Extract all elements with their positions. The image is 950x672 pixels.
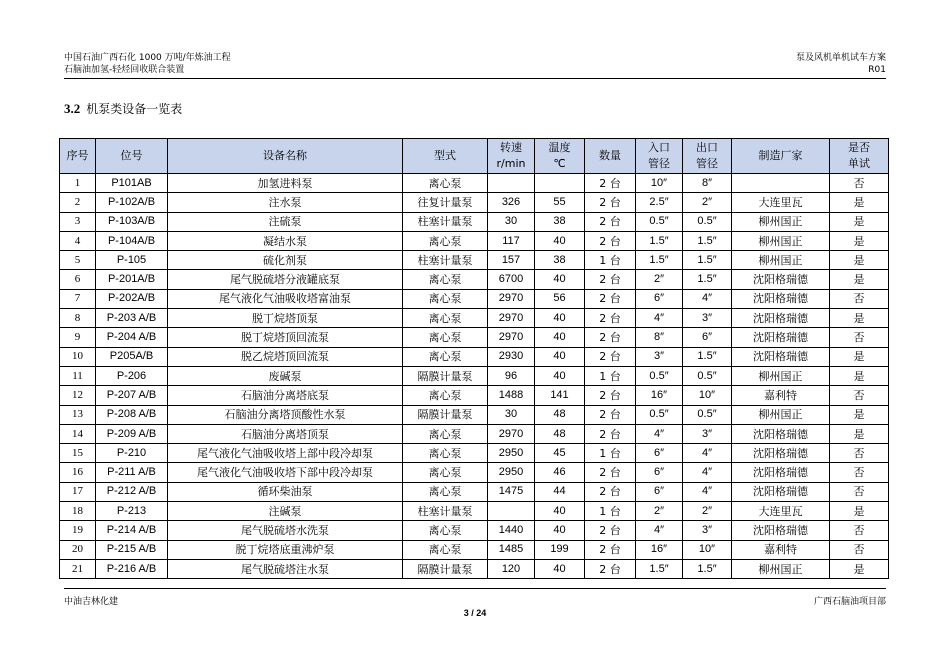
cell-inlet-size: 6″ [636,289,683,308]
cell-manufacturer: 大连里瓦 [732,502,830,521]
cell-tag-no: P-208 A/B [96,405,168,424]
cell-inlet-size: 6″ [636,482,683,501]
header-manufacturer: 制造厂家 [732,139,830,174]
cell-temperature: 141 [535,386,585,405]
cell-inlet-size: 8″ [636,328,683,347]
cell-manufacturer: 沈阳格瑞德 [732,347,830,366]
cell-quantity: 2 台 [585,386,636,405]
header-serial-no: 序号 [60,139,96,174]
cell-temperature: 48 [535,424,585,443]
table-row [60,289,889,308]
table-row [60,444,889,463]
header-inlet-size: 入口 管径 [636,139,683,174]
cell-quantity: 2 台 [585,231,636,250]
cell-quantity: 2 台 [585,289,636,308]
cell-speed [488,502,535,521]
cell-pump-type: 离心泵 [403,463,488,482]
cell-test-flag: 是 [830,251,889,270]
cell-equipment-name: 尾气液化气油吸收塔富油泵 [168,289,403,308]
cell-speed: 1440 [488,521,535,540]
cell-tag-no: P-201A/B [96,270,168,289]
cell-inlet-size: 16″ [636,386,683,405]
cell-outlet-size: 4″ [683,482,732,501]
cell-temperature: 199 [535,540,585,559]
cell-tag-no: P-212 A/B [96,482,168,501]
header-pump-type: 型式 [403,139,488,174]
table-row [60,174,889,193]
cell-manufacturer: 沈阳格瑞德 [732,328,830,347]
cell-test-flag: 是 [830,502,889,521]
cell-quantity: 2 台 [585,212,636,231]
cell-quantity: 2 台 [585,193,636,212]
cell-equipment-name: 加氢进料泵 [168,174,403,193]
cell-speed: 96 [488,366,535,385]
cell-outlet-size: 3″ [683,309,732,328]
footer-divider [64,588,886,589]
cell-speed: 326 [488,193,535,212]
header-test-flag: 是否 单试 [830,139,889,174]
section-number: 3.2 [64,101,81,116]
cell-pump-type: 离心泵 [403,289,488,308]
cell-serial-no: 17 [60,482,96,501]
header-left [64,52,231,76]
cell-test-flag: 否 [830,386,889,405]
cell-serial-no: 20 [60,540,96,559]
cell-inlet-size: 1.5″ [636,251,683,270]
cell-pump-type: 往复计量泵 [403,193,488,212]
cell-outlet-size: 3″ [683,424,732,443]
cell-inlet-size: 4″ [636,309,683,328]
cell-outlet-size: 1.5″ [683,347,732,366]
cell-tag-no: P-102A/B [96,193,168,212]
cell-speed: 2950 [488,463,535,482]
cell-manufacturer: 大连里瓦 [732,193,830,212]
cell-temperature: 38 [535,212,585,231]
cell-inlet-size: 4″ [636,424,683,443]
cell-equipment-name: 尾气液化气油吸收塔下部中段冷却泵 [168,463,403,482]
footer-right: 广西石脑油项目部 [813,597,886,607]
cell-outlet-size: 0.5″ [683,405,732,424]
cell-serial-no: 7 [60,289,96,308]
cell-serial-no: 5 [60,251,96,270]
unit-name: 石脑油加氢-轻烃回收联合装置 [64,65,185,75]
cell-temperature: 56 [535,289,585,308]
cell-quantity: 2 台 [585,328,636,347]
cell-serial-no: 16 [60,463,96,482]
cell-temperature: 44 [535,482,585,501]
cell-temperature: 40 [535,347,585,366]
cell-quantity: 2 台 [585,521,636,540]
table-row [60,424,889,443]
cell-speed: 30 [488,405,535,424]
cell-manufacturer: 柳州国正 [732,231,830,250]
table-row [60,270,889,289]
cell-serial-no: 13 [60,405,96,424]
cell-test-flag: 是 [830,424,889,443]
cell-speed: 1475 [488,482,535,501]
cell-quantity: 1 台 [585,502,636,521]
cell-equipment-name: 脱乙烷塔顶回流泵 [168,347,403,366]
cell-manufacturer: 沈阳格瑞德 [732,424,830,443]
cell-equipment-name: 废碱泵 [168,366,403,385]
cell-temperature: 40 [535,559,585,578]
cell-equipment-name: 尾气脱硫塔注水泵 [168,559,403,578]
cell-equipment-name: 尾气液化气油吸收塔上部中段冷却泵 [168,444,403,463]
cell-speed: 157 [488,251,535,270]
cell-temperature: 40 [535,366,585,385]
cell-outlet-size: 2″ [683,502,732,521]
cell-quantity: 2 台 [585,347,636,366]
cell-equipment-name: 注硫泵 [168,212,403,231]
cell-pump-type: 离心泵 [403,386,488,405]
cell-equipment-name: 脱丁烷塔底重沸炉泵 [168,540,403,559]
header-tag-no: 位号 [96,139,168,174]
cell-test-flag: 是 [830,212,889,231]
cell-inlet-size: 4″ [636,521,683,540]
cell-quantity: 1 台 [585,444,636,463]
header-quantity: 数量 [585,139,636,174]
cell-pump-type: 离心泵 [403,328,488,347]
cell-pump-type: 柱塞计量泵 [403,502,488,521]
table-row [60,463,889,482]
cell-pump-type: 离心泵 [403,309,488,328]
cell-outlet-size: 1.5″ [683,559,732,578]
cell-manufacturer: 柳州国正 [732,251,830,270]
cell-pump-type: 离心泵 [403,231,488,250]
cell-inlet-size: 3″ [636,347,683,366]
cell-pump-type: 离心泵 [403,174,488,193]
cell-manufacturer: 沈阳格瑞德 [732,444,830,463]
cell-outlet-size: 4″ [683,289,732,308]
cell-tag-no: P205A/B [96,347,168,366]
table-row [60,347,889,366]
cell-temperature: 40 [535,502,585,521]
table-row [60,231,889,250]
cell-manufacturer: 沈阳格瑞德 [732,521,830,540]
cell-tag-no: P-209 A/B [96,424,168,443]
header-temperature: 温度 ℃ [535,139,585,174]
cell-tag-no: P-207 A/B [96,386,168,405]
cell-serial-no: 19 [60,521,96,540]
cell-equipment-name: 循环柴油泵 [168,482,403,501]
cell-temperature: 45 [535,444,585,463]
cell-outlet-size: 6″ [683,328,732,347]
cell-tag-no: P-104A/B [96,231,168,250]
cell-tag-no: P-105 [96,251,168,270]
cell-pump-type: 柱塞计量泵 [403,251,488,270]
cell-test-flag: 是 [830,559,889,578]
cell-outlet-size: 2″ [683,193,732,212]
cell-pump-type: 离心泵 [403,444,488,463]
cell-pump-type: 隔膜计量泵 [403,366,488,385]
cell-speed [488,174,535,193]
cell-tag-no: P-103A/B [96,212,168,231]
cell-test-flag: 否 [830,521,889,540]
cell-temperature: 40 [535,309,585,328]
cell-equipment-name: 尾气脱硫塔水洗泵 [168,521,403,540]
cell-pump-type: 离心泵 [403,540,488,559]
cell-equipment-name: 硫化剂泵 [168,251,403,270]
cell-equipment-name: 石脑油分离塔顶酸性水泵 [168,405,403,424]
cell-manufacturer: 沈阳格瑞德 [732,270,830,289]
cell-test-flag: 否 [830,328,889,347]
header-outlet-size: 出口 管径 [683,139,732,174]
cell-inlet-size: 10″ [636,174,683,193]
cell-temperature: 38 [535,251,585,270]
cell-quantity: 2 台 [585,405,636,424]
cell-serial-no: 21 [60,559,96,578]
cell-manufacturer: 嘉利特 [732,540,830,559]
cell-manufacturer: 柳州国正 [732,366,830,385]
cell-tag-no: P-204 A/B [96,328,168,347]
cell-outlet-size: 8″ [683,174,732,193]
cell-equipment-name: 注水泵 [168,193,403,212]
cell-outlet-size: 3″ [683,521,732,540]
cell-equipment-name: 石脑油分离塔顶泵 [168,424,403,443]
document-title: 泵及风机单机试车方案 [795,53,886,63]
cell-speed: 2970 [488,309,535,328]
cell-inlet-size: 0.5″ [636,366,683,385]
cell-quantity: 2 台 [585,463,636,482]
cell-test-flag: 否 [830,540,889,559]
cell-temperature: 46 [535,463,585,482]
cell-outlet-size: 10″ [683,386,732,405]
cell-quantity: 2 台 [585,424,636,443]
cell-serial-no: 11 [60,366,96,385]
table-row [60,502,889,521]
cell-temperature: 48 [535,405,585,424]
table-header-row [60,139,889,174]
cell-equipment-name: 脱丁烷塔顶泵 [168,309,403,328]
cell-speed: 2930 [488,347,535,366]
cell-manufacturer: 嘉利特 [732,386,830,405]
cell-test-flag: 否 [830,482,889,501]
cell-serial-no: 8 [60,309,96,328]
cell-pump-type: 柱塞计量泵 [403,212,488,231]
cell-outlet-size: 1.5″ [683,270,732,289]
cell-serial-no: 15 [60,444,96,463]
cell-serial-no: 4 [60,231,96,250]
cell-speed: 117 [488,231,535,250]
header-equipment-name: 设备名称 [168,139,403,174]
cell-speed: 1488 [488,386,535,405]
cell-test-flag: 否 [830,174,889,193]
cell-speed: 2970 [488,424,535,443]
table-row [60,251,889,270]
cell-tag-no: P101AB [96,174,168,193]
cell-test-flag: 否 [830,444,889,463]
cell-serial-no: 6 [60,270,96,289]
cell-test-flag: 是 [830,309,889,328]
cell-tag-no: P-202A/B [96,289,168,308]
cell-test-flag: 是 [830,366,889,385]
cell-tag-no: P-213 [96,502,168,521]
cell-temperature: 40 [535,270,585,289]
section-heading [64,100,182,117]
cell-inlet-size: 2″ [636,270,683,289]
cell-pump-type: 隔膜计量泵 [403,559,488,578]
cell-pump-type: 离心泵 [403,424,488,443]
cell-manufacturer: 柳州国正 [732,559,830,578]
cell-equipment-name: 脱丁烷塔顶回流泵 [168,328,403,347]
cell-temperature: 40 [535,328,585,347]
cell-speed: 1485 [488,540,535,559]
cell-speed: 6700 [488,270,535,289]
cell-tag-no: P-206 [96,366,168,385]
cell-outlet-size: 4″ [683,444,732,463]
cell-temperature: 40 [535,521,585,540]
cell-manufacturer [732,174,830,193]
cell-pump-type: 离心泵 [403,270,488,289]
cell-pump-type: 隔膜计量泵 [403,405,488,424]
table-row [60,405,889,424]
cell-serial-no: 14 [60,424,96,443]
cell-speed: 2970 [488,289,535,308]
table-row [60,328,889,347]
cell-tag-no: P-203 A/B [96,309,168,328]
cell-serial-no: 18 [60,502,96,521]
cell-speed: 120 [488,559,535,578]
cell-serial-no: 1 [60,174,96,193]
table-row [60,309,889,328]
cell-equipment-name: 凝结水泵 [168,231,403,250]
table-row [60,559,889,578]
cell-inlet-size: 1.5″ [636,231,683,250]
cell-inlet-size: 2.5″ [636,193,683,212]
table-row [60,366,889,385]
cell-serial-no: 2 [60,193,96,212]
page-header [64,52,886,78]
cell-tag-no: P-214 A/B [96,521,168,540]
cell-serial-no: 10 [60,347,96,366]
table-row [60,193,889,212]
cell-temperature [535,174,585,193]
cell-inlet-size: 1.5″ [636,559,683,578]
cell-manufacturer: 沈阳格瑞德 [732,463,830,482]
table-row [60,540,889,559]
cell-manufacturer: 柳州国正 [732,212,830,231]
cell-test-flag: 是 [830,193,889,212]
cell-manufacturer: 柳州国正 [732,405,830,424]
project-name: 中国石油广西石化 1000 万吨/年炼油工程 [64,53,231,63]
cell-test-flag: 是 [830,231,889,250]
cell-outlet-size: 0.5″ [683,212,732,231]
cell-quantity: 2 台 [585,559,636,578]
cell-inlet-size: 16″ [636,540,683,559]
cell-serial-no: 3 [60,212,96,231]
cell-inlet-size: 0.5″ [636,405,683,424]
cell-quantity: 2 台 [585,540,636,559]
cell-serial-no: 9 [60,328,96,347]
table-row [60,212,889,231]
cell-temperature: 55 [535,193,585,212]
cell-pump-type: 离心泵 [403,521,488,540]
cell-quantity: 1 台 [585,366,636,385]
cell-quantity: 2 台 [585,482,636,501]
cell-equipment-name: 石脑油分离塔底泵 [168,386,403,405]
table-row [60,521,889,540]
cell-serial-no: 12 [60,386,96,405]
cell-tag-no: P-215 A/B [96,540,168,559]
section-title: 机泵类设备一览表 [86,102,183,116]
cell-speed: 2950 [488,444,535,463]
cell-equipment-name: 尾气脱硫塔分液罐底泵 [168,270,403,289]
cell-test-flag: 否 [830,289,889,308]
footer-left: 中油吉林化建 [64,597,119,607]
cell-test-flag: 是 [830,347,889,366]
cell-quantity: 2 台 [585,270,636,289]
header-right [796,52,886,76]
cell-quantity: 2 台 [585,174,636,193]
cell-tag-no: P-211 A/B [96,463,168,482]
cell-temperature: 40 [535,231,585,250]
cell-outlet-size: 4″ [683,463,732,482]
cell-manufacturer: 沈阳格瑞德 [732,289,830,308]
cell-inlet-size: 6″ [636,463,683,482]
cell-outlet-size: 0.5″ [683,366,732,385]
cell-test-flag: 是 [830,405,889,424]
cell-speed: 30 [488,212,535,231]
header-speed: 转速 r/min [488,139,535,174]
cell-quantity: 2 台 [585,309,636,328]
cell-equipment-name: 注碱泵 [168,502,403,521]
cell-test-flag: 否 [830,463,889,482]
cell-outlet-size: 1.5″ [683,231,732,250]
cell-speed: 2970 [488,328,535,347]
equipment-table [59,138,889,579]
cell-inlet-size: 2″ [636,502,683,521]
cell-tag-no: P-210 [96,444,168,463]
header-divider [64,78,886,79]
table-row [60,482,889,501]
cell-manufacturer: 沈阳格瑞德 [732,482,830,501]
cell-inlet-size: 0.5″ [636,212,683,231]
cell-pump-type: 离心泵 [403,347,488,366]
page-number: 3 / 24 [463,608,487,618]
cell-tag-no: P-216 A/B [96,559,168,578]
cell-inlet-size: 6″ [636,444,683,463]
cell-quantity: 1 台 [585,251,636,270]
cell-outlet-size: 1.5″ [683,251,732,270]
revision-code: R01 [868,65,886,75]
table-body [60,174,889,579]
cell-test-flag: 是 [830,270,889,289]
cell-pump-type: 离心泵 [403,482,488,501]
cell-manufacturer: 沈阳格瑞德 [732,309,830,328]
cell-outlet-size: 10″ [683,540,732,559]
table-row [60,386,889,405]
